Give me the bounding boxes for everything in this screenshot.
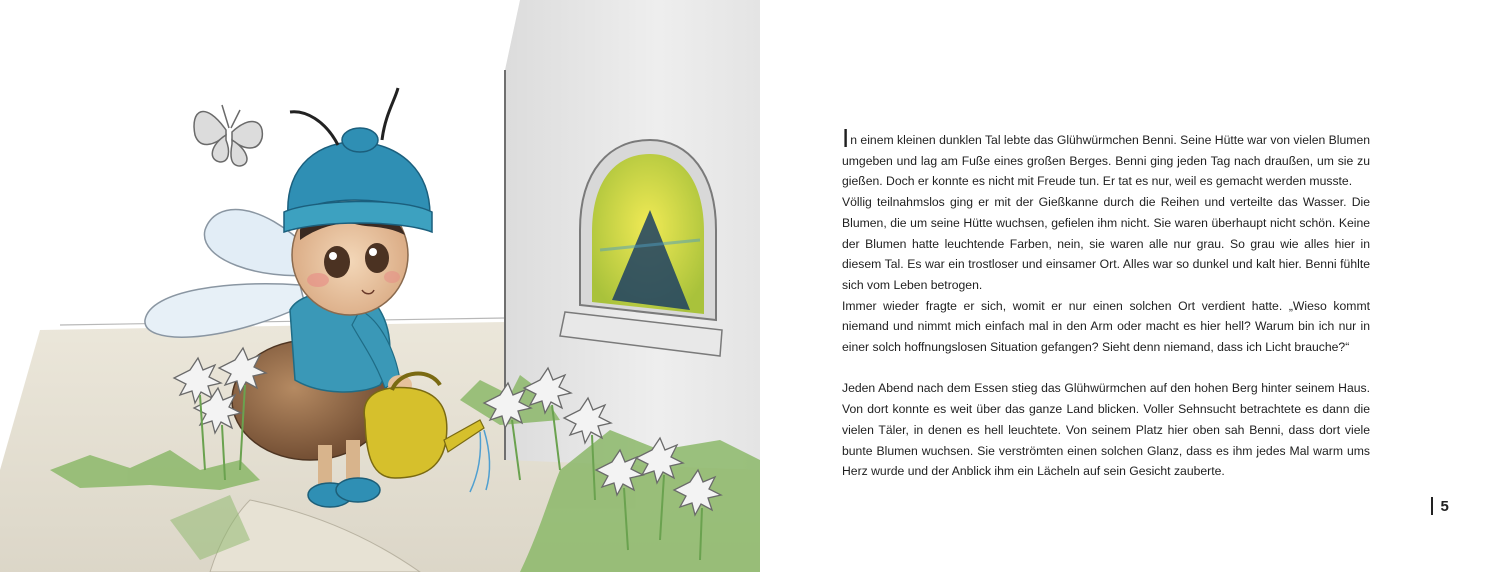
paragraph-spacer: [842, 358, 1370, 379]
page-number: 5: [1440, 497, 1449, 515]
story-text-page: [842, 123, 1370, 482]
story-paragraph-2: Völlig teilnahmslos ging er mit der Gießkanne durch die Reihen und verteilte das Wasser. Die Blumen, die um seine Hütte wuchsen, gefielen ihm nicht. Sie waren überhaupt nicht schön. Keine der Blumen hatte leuchtende Farben, nein, sie waren alle nur grau. So grau wie alles hier in diesem Tal. Es war ein trostloser und einsamer Ort. Alles war so dunkel und kalt hier. Benni fühlte sich vom Leben betrogen.: [842, 195, 1370, 292]
page-folio: [1431, 497, 1449, 515]
initial-letter: I: [842, 123, 850, 153]
story-paragraph-4: Jeden Abend nach dem Essen stieg das Glühwürmchen auf den hohen Berg hinter seinem Haus. Von dort konnte es weit über das ganze Land blicken. Voller Sehnsucht betrachtete es dann die vielen Täler, in denen es hell leuchtete. Von seinem Platz hier oben sah Benni, dass dort viele bunte Blumen wuchsen. Sie verströmten einen solchen Glanz, dass es ihm jedes Mal warm ums Herz wurde und der Anblick ihm ein Lächeln auf sein Gesicht zauberte.: [842, 381, 1370, 479]
story-paragraph-3: Immer wieder fragte er sich, womit er nur einen solchen Ort verdient hatte. „Wieso kommt niemand und nimmt mich einfach mal in den Arm oder macht es hier hell? Warum bin ich nur in einer solch hoffnungslosen Situation gefangen? Sieht denn niemand, dass ich Licht brauche?“: [842, 298, 1370, 355]
story-paragraph-1: [842, 123, 1370, 192]
folio-rule: [1431, 497, 1433, 515]
story-paragraph-1-text: n einem kleinen dunklen Tal lebte das Glühwürmchen Benni. Seine Hütte war von vielen Blumen umgeben und lag am Fuße eines großen Berges. Benni ging jeden Tag nach draußen, um sie zu gießen. Doch er konnte es nicht mit Freude tun. Er tat es nur, weil es gemacht werden musste.: [842, 133, 1370, 189]
